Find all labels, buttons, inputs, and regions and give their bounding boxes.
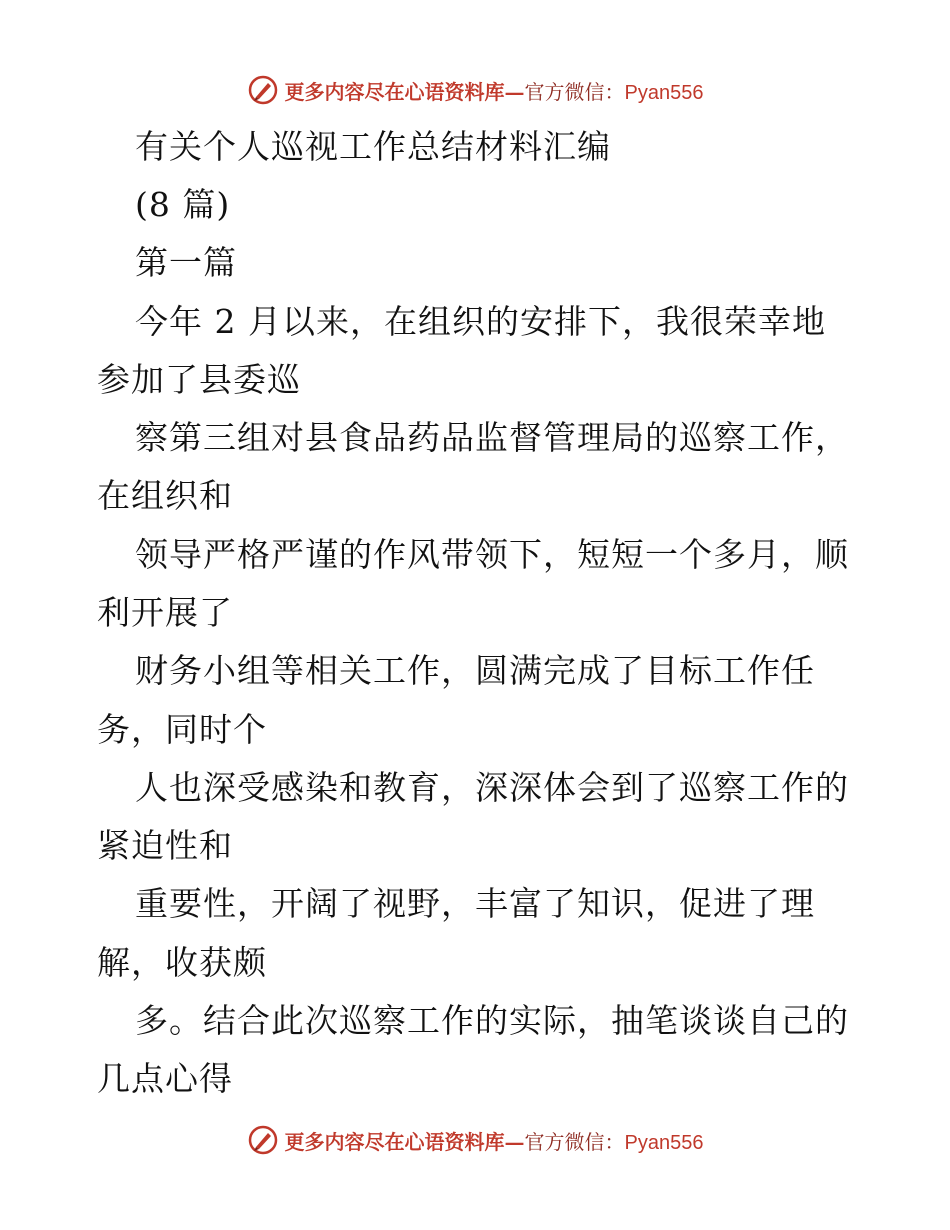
banner-wechat-label: 官方微信： — [524, 79, 625, 104]
paragraph-line: 今年 2 月以来，在组织的安排下，我很荣幸地 — [135, 302, 826, 341]
paragraph-line: 重要性，开阔了视野，丰富了知识，促进了理 — [135, 884, 815, 923]
banner-wechat-label: 官方微信： — [524, 1129, 625, 1154]
footer-banner — [0, 1120, 950, 1160]
document-subtitle: (8 篇) — [135, 185, 231, 224]
banner-text — [285, 1126, 704, 1155]
banner-dash: — — [504, 1129, 525, 1154]
paragraph-line: 参加了县委巡 — [97, 360, 301, 399]
document-title: 有关个人巡视工作总结材料汇编 — [135, 127, 611, 166]
banner-site-name: 更多内容尽在心语资料库 — [284, 79, 505, 104]
banner-wechat-id: Pyan556 — [624, 81, 704, 104]
paragraph-line: 紧迫性和 — [97, 826, 233, 865]
banner-wechat-id: Pyan556 — [624, 1131, 704, 1154]
paragraph-line: 解，收获颇 — [97, 943, 267, 982]
pen-logo-icon — [247, 1124, 279, 1156]
section-heading: 第一篇 — [135, 243, 237, 282]
paragraph-line: 人也深受感染和教育，深深体会到了巡察工作的 — [135, 768, 849, 807]
paragraph-line: 领导严格严谨的作风带领下，短短一个多月，顺 — [135, 535, 849, 574]
paragraph-line: 察第三组对县食品药品监督管理局的巡察工作， — [135, 418, 849, 457]
paragraph-line: 几点心得 — [97, 1059, 233, 1098]
banner-site-name: 更多内容尽在心语资料库 — [284, 1129, 505, 1154]
paragraph-line: 务，同时个 — [97, 710, 267, 749]
banner-text — [285, 76, 704, 105]
paragraph-line: 利开展了 — [97, 593, 233, 632]
paragraph-line: 在组织和 — [97, 476, 233, 515]
pen-logo-icon — [247, 74, 279, 106]
banner-dash: — — [504, 79, 525, 104]
header-banner — [0, 70, 950, 110]
paragraph-line: 多。结合此次巡察工作的实际，抽笔谈谈自己的 — [135, 1001, 849, 1040]
paragraph-line: 财务小组等相关工作，圆满完成了目标工作任 — [135, 651, 815, 690]
